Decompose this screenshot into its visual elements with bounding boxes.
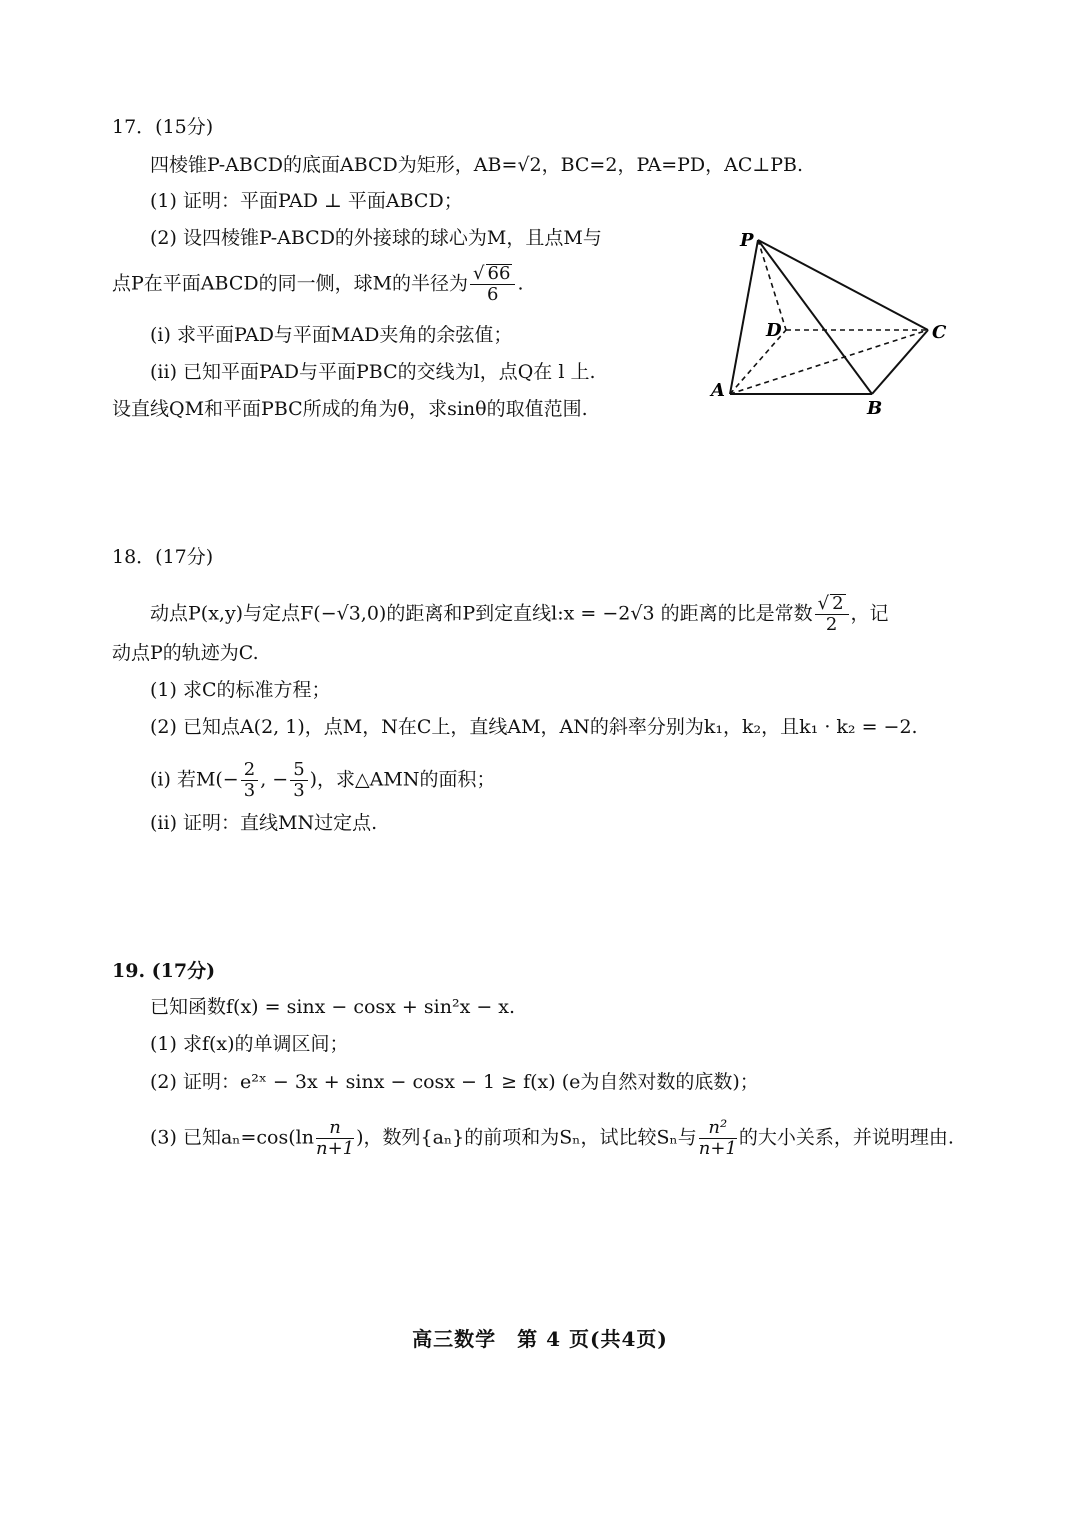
q17-sub-ii: (ii) 已知平面PAD与平面PBC的交线为l，点Q在 l 上. xyxy=(150,361,596,383)
q17-radius-numerator: 66 xyxy=(487,263,511,284)
q18-part2: (2) 已知点A(2, 1)，点M，N在C上，直线AM，AN的斜率分别为k₁，k₂，且k₁ · k₂ = −2. xyxy=(150,716,918,738)
q17-statement: 四棱锥P-ABCD的底面ABCD为矩形，AB=√2，BC=2，PA=PD，AC⊥PB. xyxy=(150,154,804,176)
q17-header: 17．(15分) xyxy=(112,116,214,138)
q18-statement xyxy=(150,594,889,635)
q17-sub-i: (i) 求平面PAD与平面MAD夹角的余弦值； xyxy=(150,324,513,346)
q18-ratio-numerator: 2 xyxy=(832,593,844,614)
q18-sub-i xyxy=(150,760,495,801)
q19-part2: (2) 证明：e²ˣ − 3x + sinx − cosx − 1 ≥ f(x) (e为自然对数的底数)； xyxy=(150,1071,759,1093)
q19-part3-text-a: (3) 已知aₙ=cos(ln xyxy=(150,1126,314,1149)
q18-ratio-fraction: $\frac{√ 2}{2}$ xyxy=(815,594,849,635)
q18-ratio-denominator: 2 xyxy=(825,614,838,635)
q18-statement-text-a: 动点P(x,y)与定点F(−√3,0)的距离和P到定直线l:x = −2√3 的距离的比是常数 xyxy=(150,602,813,625)
label-B: B xyxy=(867,398,883,419)
q18-statement-text-b: ，记 xyxy=(850,602,889,625)
q17-radius-denominator: 6 xyxy=(487,284,499,305)
q17-part2-continued xyxy=(112,264,523,305)
q19-log-denominator: n+1 xyxy=(315,1138,355,1159)
q19-part1: (1) 求f(x)的单调区间； xyxy=(150,1033,349,1055)
q18-my-denominator: 3 xyxy=(293,780,305,801)
q17-part2: (2) 设四棱锥P-ABCD的外接球的球心为M，且点M与 xyxy=(150,227,602,249)
q18-sub-ii: (ii) 证明：直线MN过定点. xyxy=(150,812,378,834)
q18-header: 18．(17分) xyxy=(112,546,214,568)
q19-header: 19. (17分) xyxy=(112,960,216,982)
label-A: A xyxy=(711,380,725,401)
q18-part1: (1) 求C的标准方程； xyxy=(150,679,331,701)
q17-sub-ii-continued: 设直线QM和平面PBC所成的角为θ，求sinθ的取值范围. xyxy=(112,398,588,420)
q19-log-fraction xyxy=(316,1118,354,1159)
q19-part3 xyxy=(150,1118,954,1159)
q19-compare-numerator: n² xyxy=(699,1118,737,1139)
q17-part2-text-a: 点P在平面ABCD的同一侧，球M的半径为 xyxy=(112,272,469,295)
q17-radius-fraction: $\frac{√ 66}{6}$ xyxy=(470,264,515,305)
q18-sub-i-text-b: )，求△AMN的面积； xyxy=(309,768,496,791)
label-P: P xyxy=(740,230,754,251)
q17-part2-text-b: . xyxy=(517,272,524,295)
q18-my-numerator: 5 xyxy=(290,760,307,781)
q18-mx-denominator: 3 xyxy=(243,780,256,801)
q17-part1: (1) 证明：平面PAD ⊥ 平面ABCD； xyxy=(150,190,463,212)
q18-sub-i-text-a: (i) 若M(− xyxy=(150,768,239,791)
q18-sub-i-text-mid: , − xyxy=(260,768,289,791)
q18-my-fraction xyxy=(290,760,307,801)
q18-statement-continued: 动点P的轨迹为C. xyxy=(112,642,259,664)
label-D: D xyxy=(766,320,782,341)
q19-log-numerator: n xyxy=(316,1118,354,1139)
q19-part3-text-b: )，数列{aₙ}的前项和为Sₙ，试比较Sₙ与 xyxy=(356,1126,697,1149)
q18-mx-fraction xyxy=(241,760,258,801)
q19-compare-denominator: n+1 xyxy=(698,1138,737,1159)
q19-statement: 已知函数f(x) = sinx − cosx + sin²x − x. xyxy=(150,996,516,1018)
label-C: C xyxy=(932,322,947,343)
page-footer: 高三数学 第 4 页(共4页) xyxy=(412,1327,668,1351)
pyramid-figure xyxy=(700,222,960,422)
q19-compare-fraction xyxy=(699,1118,737,1159)
q18-mx-numerator: 2 xyxy=(241,760,258,781)
q19-part3-text-c: 的大小关系，并说明理由. xyxy=(738,1126,954,1149)
